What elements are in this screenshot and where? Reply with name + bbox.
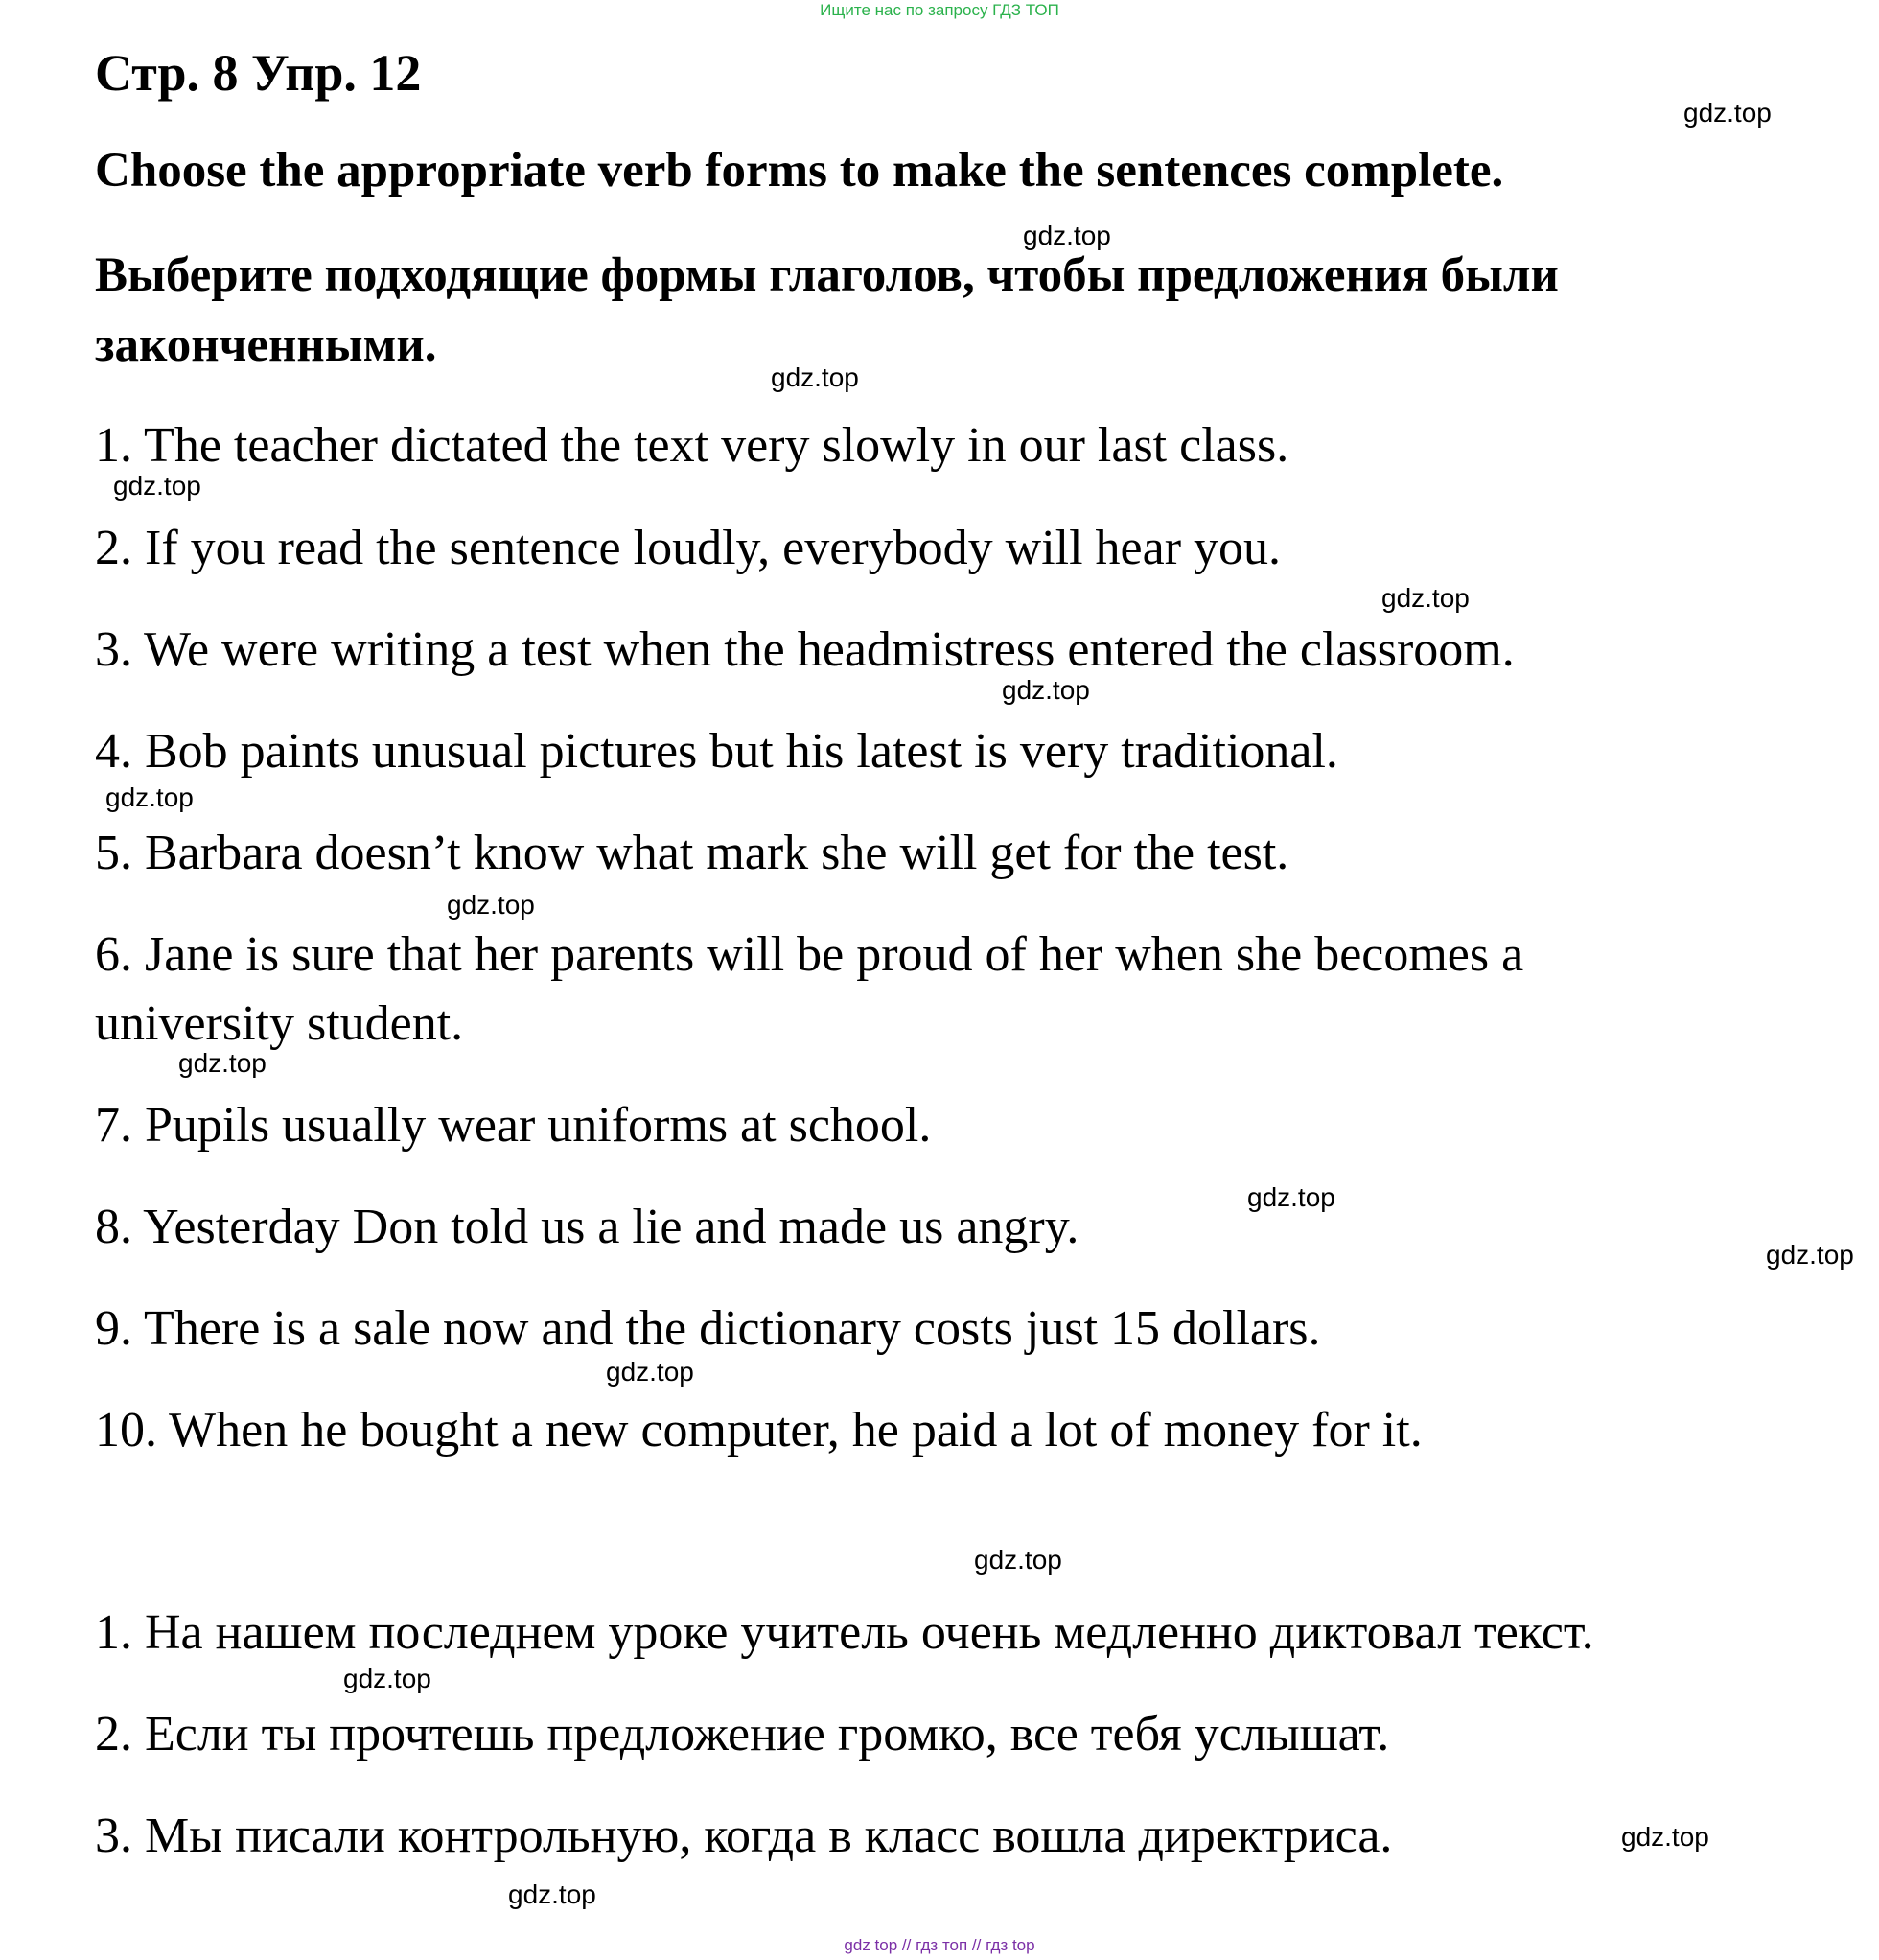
answer-en-9: 9. There is a sale now and the dictionary costs just 15 dollars. xyxy=(95,1301,1321,1356)
watermark: gdz.top xyxy=(113,471,201,501)
answer-en-8: 8. Yesterday Don told us a lie and made us angry. xyxy=(95,1200,1079,1254)
watermark: gdz.top xyxy=(343,1664,431,1693)
watermark: gdz.top xyxy=(178,1048,267,1078)
answer-en-6-line-2: university student. xyxy=(95,996,464,1051)
answer-ru-1: 1. На нашем последнем уроке учитель очень медленно диктовал текст. xyxy=(95,1605,1594,1660)
top-banner-link[interactable]: Ищите нас по запросу ГДЗ ТОП xyxy=(820,1,1059,19)
answer-en-1: 1. The teacher dictated the text very slowly in our last class. xyxy=(95,418,1289,473)
watermark: gdz.top xyxy=(105,782,194,812)
answer-en-7: 7. Pupils usually wear uniforms at school. xyxy=(95,1098,932,1153)
answer-en-2: 2. If you read the sentence loudly, everybody will hear you. xyxy=(95,521,1282,575)
answer-ru-3: 3. Мы писали контрольную, когда в класс вошла директриса. xyxy=(95,1808,1393,1863)
instruction-english: Choose the appropriate verb forms to make the sentences complete. xyxy=(95,144,1504,198)
instruction-russian-line-1: Выберите подходящие формы глаголов, чтобы предложения были xyxy=(95,248,1559,302)
answer-en-3: 3. We were writing a test when the headmistress entered the classroom. xyxy=(95,622,1515,677)
watermark: gdz.top xyxy=(974,1545,1062,1575)
page-title: Стр. 8 Упр. 12 xyxy=(95,44,422,102)
instruction-russian-line-2: законченными. xyxy=(95,318,437,372)
answer-en-10: 10. When he bought a new computer, he paid a lot of money for it. xyxy=(95,1403,1423,1458)
watermark: gdz.top xyxy=(1766,1240,1854,1270)
watermark: gdz.top xyxy=(771,362,859,392)
answer-ru-2: 2. Если ты прочтешь предложение громко, все тебя услышат. xyxy=(95,1707,1390,1762)
watermark: gdz.top xyxy=(1023,221,1111,250)
watermark: gdz.top xyxy=(508,1879,596,1909)
footer-banner: gdz top // гдз топ // гдз top xyxy=(844,1936,1035,1954)
answer-en-6-line-1: 6. Jane is sure that her parents will be proud of her when she becomes a xyxy=(95,927,1524,982)
watermark: gdz.top xyxy=(1621,1822,1709,1852)
watermark: gdz.top xyxy=(1002,675,1090,705)
answer-en-4: 4. Bob paints unusual pictures but his latest is very traditional. xyxy=(95,724,1338,779)
watermark: gdz.top xyxy=(606,1357,694,1387)
answer-en-5: 5. Barbara doesn’t know what mark she will get for the test. xyxy=(95,826,1289,880)
watermark: gdz.top xyxy=(1247,1182,1335,1212)
watermark: gdz.top xyxy=(447,890,535,920)
watermark: gdz.top xyxy=(1683,98,1772,128)
watermark: gdz.top xyxy=(1381,583,1470,613)
